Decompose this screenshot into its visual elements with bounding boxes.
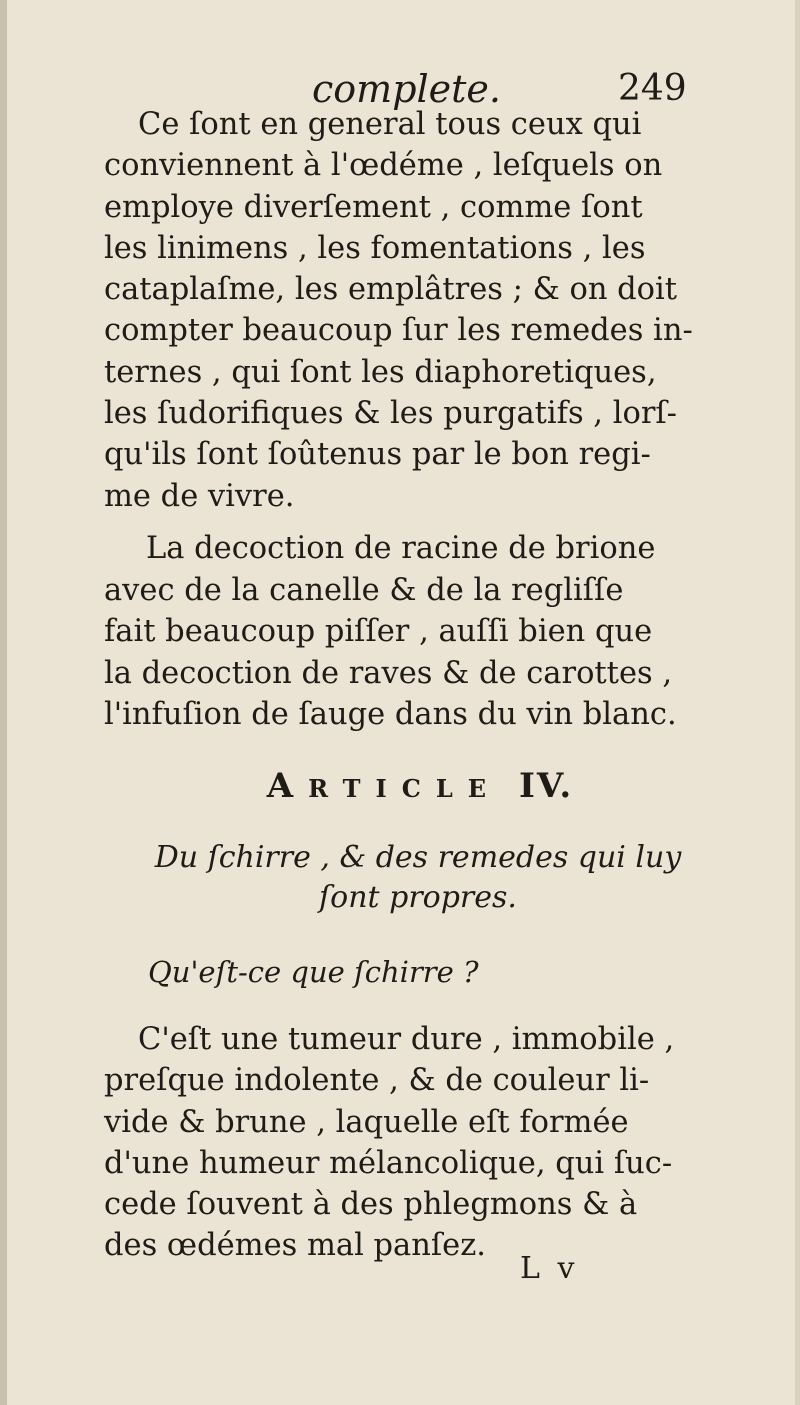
article-subtitle (0, 838, 800, 918)
text-line: fait beaucoup piſſer , auſſi bien que (104, 614, 653, 650)
paragraph-schirre (104, 1019, 696, 1267)
text-line: employe diverſement , comme ſont (104, 189, 643, 225)
subtitle-line: Du ſchirre , & des remedes qui luy (154, 840, 682, 875)
text-line: cataplaſme, les emplâtres ; & on doit (104, 272, 678, 308)
article-word: Article (266, 766, 502, 806)
signature-mark: L v (520, 1251, 579, 1286)
text-line: les linimens , les fomentations , les (104, 230, 646, 266)
text-line: La decoction de racine de brione (146, 531, 656, 566)
text-line: d'une humeur mélancolique, qui ſuc- (104, 1145, 673, 1181)
text-line: conviennent à l'œdéme , leſquels on (104, 148, 663, 184)
article-number: IV. (519, 766, 574, 806)
text-line: les ſudorifiques & les purgatifs , lorſ- (104, 396, 677, 432)
text-line: qu'ils ſont ſoûtenus par le bon regi- (104, 437, 651, 473)
text-line: des œdémes mal panſez. (104, 1228, 486, 1264)
page-edge-left (0, 0, 7, 1405)
paragraph-decoction (104, 528, 696, 736)
text-line: l'infuſion de ſauge dans du vin blanc. (104, 697, 677, 733)
running-head: complete. (312, 67, 501, 111)
text-line: compter beaucoup ſur les remedes in- (104, 313, 693, 349)
text-line: avec de la canelle & de la regliſſe (104, 572, 624, 608)
subtitle-line: ſont propres. (319, 880, 517, 915)
text-line: preſque indolente , & de couleur li- (104, 1063, 650, 1099)
article-heading (0, 760, 800, 812)
text-line: la decoction de raves & de carottes , (104, 655, 673, 691)
text-line: ternes , qui ſont les diaphoretiques, (104, 354, 657, 390)
text-line: cede ſouvent à des phlegmons & à (104, 1187, 638, 1223)
text-line: C'eſt une tumeur dure , immobile , (138, 1022, 675, 1057)
paragraph-remedies (104, 104, 696, 517)
page-number: 249 (618, 68, 687, 109)
text-line: me de vivre. (104, 478, 295, 514)
text-line: Ce ſont en general tous ceux qui (138, 107, 642, 142)
page-edge-right (795, 0, 800, 1405)
text-line: vide & brune , laquelle eſt formée (104, 1104, 629, 1140)
question: Qu'eſt-ce que ſchirre ? (148, 955, 479, 989)
